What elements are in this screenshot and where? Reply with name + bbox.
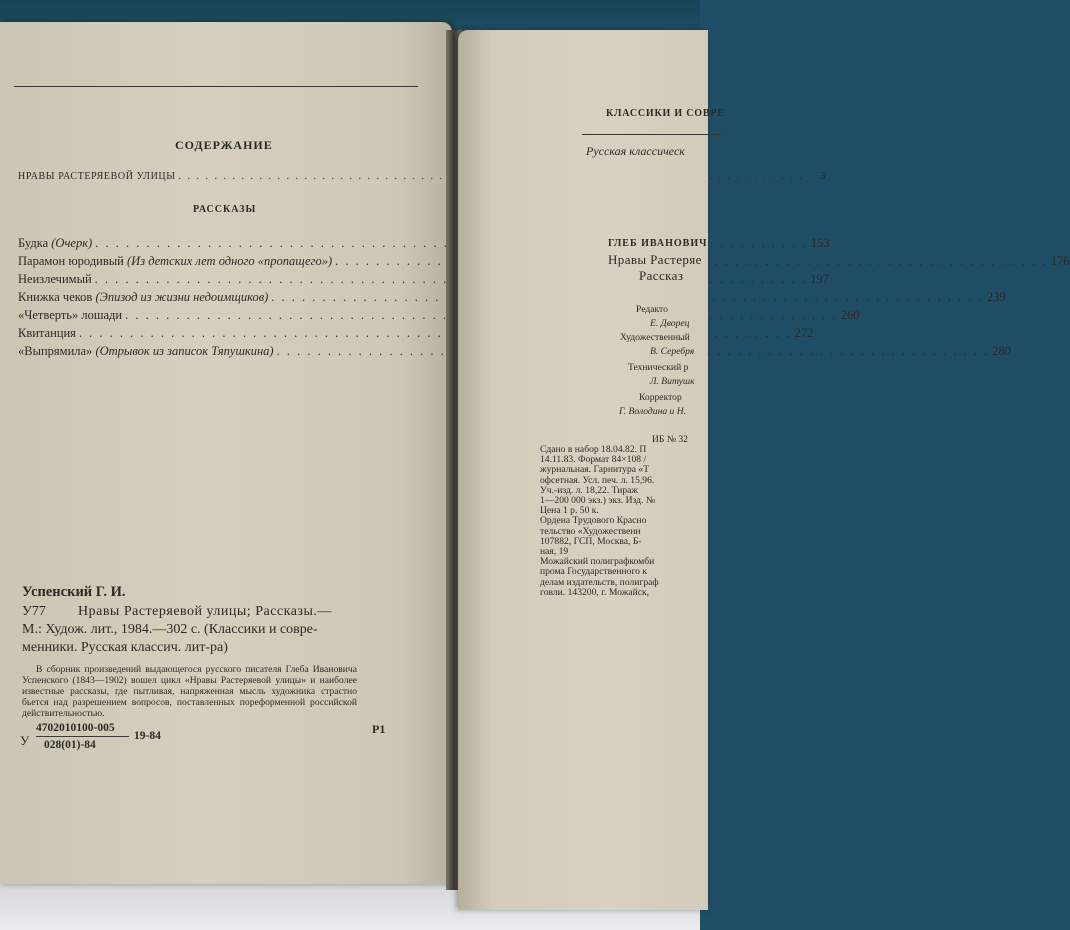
- imprint-line: тельство «Художественн: [540, 525, 641, 537]
- toc-entry-title: Книжка чеков: [18, 290, 93, 304]
- toc-entry-page: 272: [794, 326, 814, 340]
- imprint-line: Сдано в набор 18.04.82. П: [540, 444, 647, 455]
- formula-prefix: У: [20, 733, 30, 748]
- imprint-line: говли. 143200, г. Можайск,: [540, 586, 650, 598]
- credit-name: Е. Дворец: [650, 318, 690, 329]
- toc-entry-title: «Выпрямила»: [18, 344, 93, 358]
- formula-top: 4702010100-005: [36, 722, 115, 734]
- catalog-line-1: Нравы Растеряевой улицы; Рассказы.—: [78, 604, 332, 619]
- series-rule: [582, 134, 722, 135]
- title-line-1: Нравы Растеряе: [608, 252, 702, 267]
- toc-entry: [18, 290, 1006, 306]
- toc-entry-title: Будка: [18, 236, 49, 250]
- imprint-line: Уч.-изд. л. 18,22. Тираж: [540, 484, 639, 496]
- catalog-line-2: М.: Худож. лит., 1984.—302 с. (Классики и совре-: [22, 622, 318, 637]
- imprint-line: делам издательств, полиграф: [540, 576, 659, 588]
- catalog-annotation: В сборник произведений выдающегося русского писателя Глеба Ивановича Успенского (1843—1902) вошел цикл «Нравы Растеряевой улицы» и наиболее известные рассказы, где пытливая, напряженная мысль художника страстно бьется над разрешением вопросов, поставленных пореформенной российской действительностью.: [22, 664, 357, 719]
- credit-role: Художественный: [620, 332, 690, 343]
- toc-entry-page: 197: [810, 272, 830, 286]
- toc-entry-title: Парамон юродивый: [18, 254, 124, 268]
- toc-entry-page: 176: [1050, 254, 1070, 268]
- series-subtitle: Русская классическ: [586, 144, 685, 158]
- toc-entry-page: 260: [840, 308, 860, 322]
- credit-role: Редакто: [636, 304, 668, 315]
- formula-suffix: 19-84: [134, 730, 161, 742]
- right-page: [458, 30, 725, 910]
- imprint-line: Цена 1 р. 50 к.: [540, 505, 599, 517]
- toc-entry-page: 280: [992, 344, 1011, 358]
- credit-role: Технический р: [628, 362, 689, 373]
- catalog-code: У77: [22, 604, 46, 619]
- imprint-line: журнальная. Гарнитура «Т: [540, 464, 650, 476]
- formula-bottom: 028(01)-84: [44, 739, 96, 751]
- imprint-line: офсетная. Усл. печ. л. 15,96.: [540, 474, 655, 486]
- credit-role: Корректор: [639, 392, 682, 403]
- imprint-block: [540, 445, 659, 598]
- credit-name: В. Серебря: [650, 346, 695, 357]
- imprint-line: 1—200 000 экз.) экз. Изд. №: [540, 495, 656, 507]
- toc-entry-title: «Четверть» лошади: [18, 308, 123, 322]
- catalog-author: Успенский Г. И.: [22, 584, 126, 600]
- catalog-line-3: менники. Русская классич. лит-ра): [22, 640, 228, 655]
- imprint-line: ная, 19: [540, 546, 569, 558]
- title-line-2: Рассказ: [639, 268, 684, 283]
- top-rule: [14, 86, 418, 87]
- toc-entry-page: 153: [810, 236, 830, 250]
- imprint-line: Ордена Трудового Красно: [540, 515, 647, 527]
- toc-entry-title: Неизлечимый: [18, 272, 92, 286]
- credit-name: Л. Витушк: [650, 376, 695, 387]
- imprint-line: 107882, ГСП, Москва, Б-: [540, 535, 642, 547]
- imprint-line: прома Государственного к: [540, 566, 648, 578]
- class-code: Р1: [372, 722, 386, 736]
- imprint-id: ИБ № 32: [652, 434, 688, 445]
- credit-name: Г. Володина и Н.: [619, 406, 687, 417]
- toc-entry-title: Квитанция: [18, 326, 76, 340]
- formula-fraction-line: [36, 736, 129, 737]
- toc-entry-note: (Эпизод из жизни недоимщиков): [95, 290, 269, 304]
- toc-main-work: [18, 170, 827, 186]
- imprint-line: 14.11.83. Формат 84×108 /: [540, 454, 647, 466]
- imprint-line: Можайский полиграфкомби: [540, 556, 655, 568]
- toc-entry-note: (Из детских лет одного «пропащего»): [127, 254, 333, 268]
- author-name: ГЛЕБ ИВАНОВИЧ: [608, 238, 708, 249]
- toc-main-work-page: 3: [819, 170, 827, 182]
- section-title: РАССКАЗЫ: [193, 204, 257, 215]
- toc-entry-page: 239: [986, 290, 1006, 304]
- series-title: КЛАССИКИ И СОВРЕ: [606, 108, 725, 119]
- toc-main-work-title: НРАВЫ РАСТЕРЯЕВОЙ УЛИЦЫ: [18, 171, 176, 182]
- toc-entry-note: (Очерк): [51, 236, 93, 250]
- toc-entry-note: (Отрывок из записок Тяпушкина): [95, 344, 274, 358]
- toc-title: СОДЕРЖАНИЕ: [175, 138, 273, 152]
